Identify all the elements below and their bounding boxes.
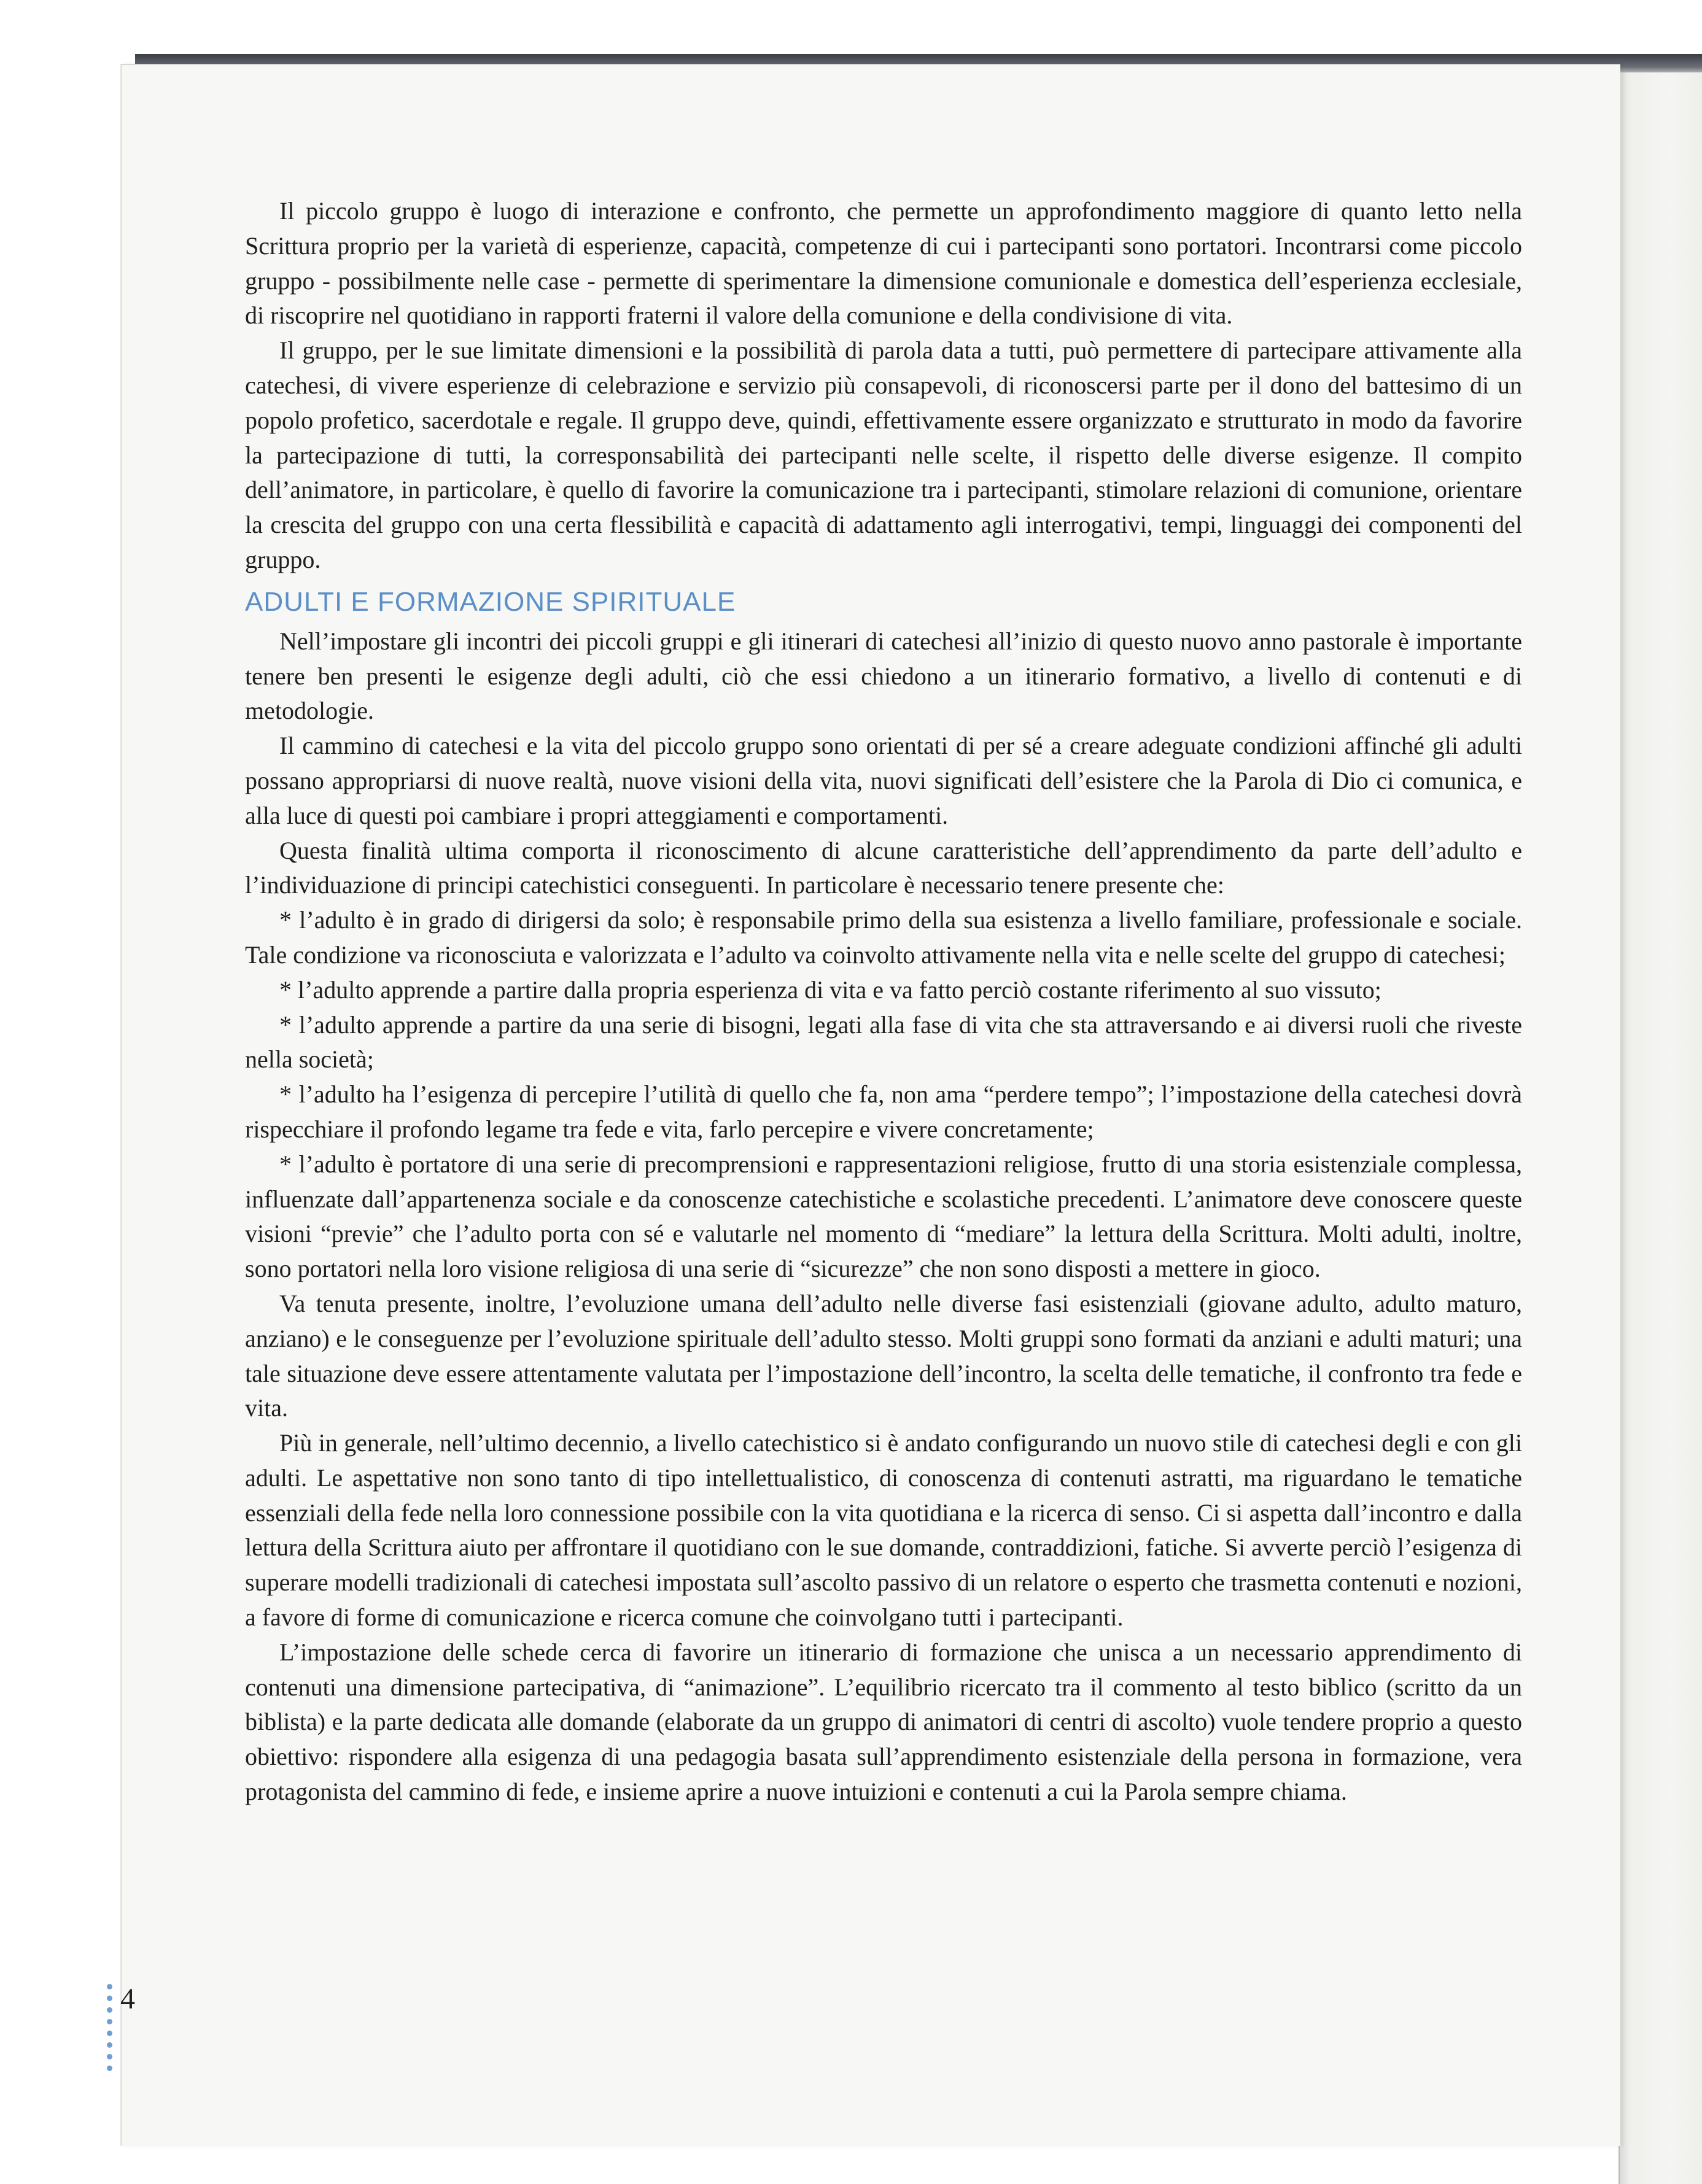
dot — [107, 2042, 112, 2048]
section-paragraph: Questa finalità ultima comporta il riconoscimento di alcune caratteristiche dell’apprendimento da parte dell’adulto e l’individuazione di principi catechistici conseguenti. In particolare è necessario tenere presente che: — [245, 836, 1522, 899]
bullet-paragraph: * l’adulto apprende a partire da una serie di bisogni, legati alla fase di vita che sta attraversando e ai diversi ruoli che riveste nella società; — [245, 1010, 1522, 1074]
page-body — [245, 194, 1522, 1810]
page-number: 4 — [120, 1983, 135, 2015]
bullet-paragraph: * l’adulto apprende a partire dalla propria esperienza di vita e va fatto perciò costante riferimento al suo vissuto; — [279, 975, 1381, 1004]
dot — [107, 1996, 112, 2001]
dot — [107, 2019, 112, 2024]
intro-paragraph-2: Il gruppo, per le sue limitate dimensioni e la possibilità di parola data a tutti, può permettere di partecipare attivamente alla catechesi, di vivere esperienze di celebrazione e servizio più consapevoli, di riconoscersi parte per il dono del battesimo di un popolo profetico, sacerdotale e regale. Il gruppo deve, quindi, effettivamente essere organizzato e strutturato in modo da favorire la partecipazione di tutti, la corresponsabilità dei partecipanti nelle scelte, il rispetto delle diverse esigenze. Il compito dell’animatore, in particolare, è quello di favorire la comunicazione tra i partecipanti, stimolare relazioni di comunione, orientare la crescita del gruppo con una certa flessibilità e capacità di adattamento agli interrogativi, tempi, linguaggi dei componenti del gruppo. — [245, 336, 1522, 573]
section-paragraph: L’impostazione delle schede cerca di favorire un itinerario di formazione che unisca a un necessario apprendimento di contenuti una dimensione partecipativa, di “animazione”. L’equilibrio ricercato tra il commento al testo biblico (scritto da un biblista) e la parte dedicata alle domande (elaborate da un gruppo di animatori di centri di ascolto) vuole tendere proprio a questo obiettivo: rispondere alla esigenza di una pedagogia basata sull’apprendimento esistenziale della persona in formazione, vera protagonista del cammino di fede, e insieme aprire a nuove intuizioni e contenuti a cui la Parola sempre chiama. — [245, 1638, 1522, 1806]
bullet-paragraph: * l’adulto ha l’esigenza di percepire l’utilità di quello che fa, non ama “perdere tempo”; l’impostazione della catechesi dovrà rispecchiare il profondo legame tra fede e vita, farlo percepire e vivere concretamente; — [245, 1080, 1522, 1143]
section-paragraph: Più in generale, nell’ultimo decennio, a livello catechistico si è andato configurando un nuovo stile di catechesi degli e con gli adulti. Le aspettative non sono tanto di tipo intellettualistico, di conoscenza di contenuti astratti, ma riguardano le tematiche essenziali della fede nella loro connessione possibile con la vita quotidiana e la ricerca di senso. Ci si aspetta dall’incontro e dalla lettura della Scrittura aiuto per affrontare il quotidiano con le sue domande, contraddizioni, fatiche. Si avverte perciò l’esigenza di superare modelli tradizionali di catechesi impostata sull’ascolto passivo di un relatore o esperto che trasmetta contenuti e nozioni, a favore di forme di comunicazione e ricerca comune che coinvolgano tutti i partecipanti. — [245, 1429, 1522, 1632]
dot — [107, 1984, 112, 1989]
dot — [107, 2031, 112, 2036]
bullet-paragraph: * l’adulto è portatore di una serie di precomprensioni e rappresentazioni religiose, frutto di una storia esistenziale complessa, influenzate dall’appartenenza sociale e da conoscenze catechistiche e scolastiche precedenti. L’animatore deve conoscere queste visioni “previe” che l’adulto porta con sé e valutarle nel momento di “mediare” la lettura della Scrittura. Molti adulti, inoltre, sono portatori nella loro visione religiosa di una serie di “sicurezze” che non sono disposti a mettere in gioco. — [245, 1150, 1522, 1283]
dot — [107, 2054, 112, 2059]
section-paragraph: Nell’impostare gli incontri dei piccoli gruppi e gli itinerari di catechesi all’inizio di questo nuovo anno pastorale è importante tenere ben presenti le esigenze degli adulti, ciò che essi chiedono a un itinerario formativo, a livello di contenuti e di metodologie. — [245, 627, 1522, 725]
dot — [107, 2066, 112, 2071]
bullet-paragraph: * l’adulto è in grado di dirigersi da solo; è responsabile primo della sua esistenza a livello familiare, professionale e sociale. Tale condizione va riconosciuta e valorizzata e l’adulto va coinvolto attivamente nella vita e nelle scelte del gruppo di catechesi; — [245, 906, 1522, 969]
book-page — [120, 64, 1620, 2146]
section-paragraph: Il cammino di catechesi e la vita del piccolo gruppo sono orientati di per sé a creare adeguate condizioni affinché gli adulti possano appropriarsi di nuove realtà, nuove visioni della vita, nuovi significati dell’esistere che la Parola di Dio ci comunica, e alla luce di questi poi cambiare i propri atteggiamenti e comportamenti. — [245, 732, 1522, 829]
dot — [107, 2007, 112, 2013]
page-number-dots-decoration — [107, 1984, 114, 2077]
intro-paragraph-1: Il piccolo gruppo è luogo di interazione e confronto, che permette un approfondimento maggiore di quanto letto nella Scrittura proprio per la varietà di esperienze, capacità, competenze di cui i partecipanti sono portatori. Incontrarsi come piccolo gruppo - possibilmente nelle case - permette di sperimentare la dimensione comunionale e domestica dell’esperienza ecclesiale, di riscoprire nel quotidiano in rapporti fraterni il valore della comunione e della condivisione di vita. — [245, 197, 1522, 330]
section-paragraph: Va tenuta presente, inoltre, l’evoluzione umana dell’adulto nelle diverse fasi esistenziali (giovane adulto, adulto maturo, anziano) e le conseguenze per l’evoluzione spirituale dell’adulto stesso. Molti gruppi sono formati da anziani e adulti maturi; una tale situazione deve essere attentamente valutata per l’impostazione dell’incontro, la scelta delle tematiche, il confronto tra fede e vita. — [245, 1289, 1522, 1422]
section-heading: ADULTI E FORMAZIONE SPIRITUALE — [245, 586, 736, 617]
adjacent-page-edge — [1618, 72, 1702, 2184]
